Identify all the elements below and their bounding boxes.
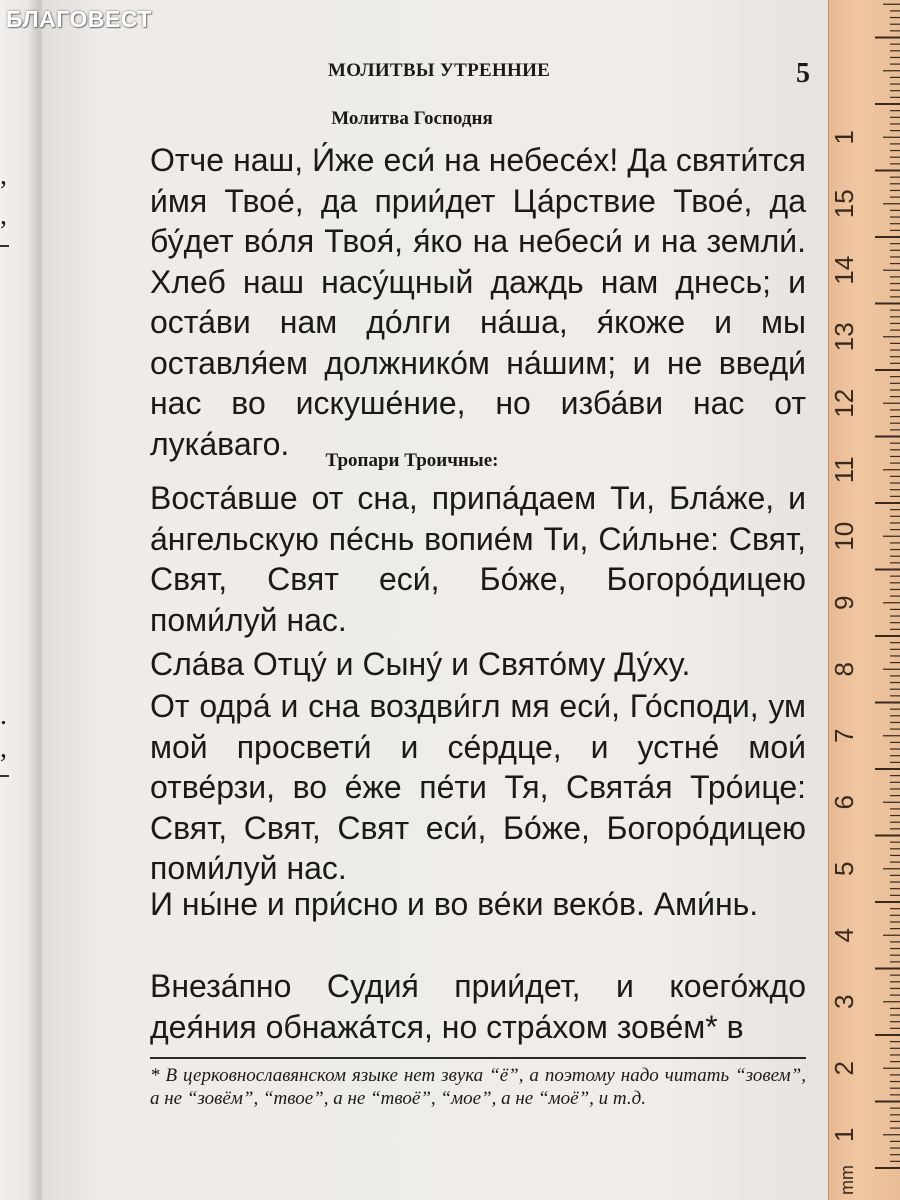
footnote: * В церковнославянском языке нет звука “ё”, а поэтому надо читать “зовем”, а не “зовём”, “твое”, а не “твоё”, “мое”, а не “моё”, и т.д. — [150, 1065, 806, 1109]
section-title: Молитва Господня — [331, 108, 493, 129]
left-page-rule — [0, 775, 9, 777]
book-page — [42, 0, 828, 1200]
ruler-label: 1 — [829, 130, 859, 145]
prayer-paragraph — [150, 644, 806, 685]
ruler-unit-label: mm — [837, 1165, 857, 1195]
prayer-paragraph — [150, 966, 806, 1047]
prayer-paragraph — [150, 686, 806, 889]
paragraph-text: Внеза́пно Судия́ прии́дет, и коего́ждо дея́ния обнажа́тся, но стра́хом зове́м* в — [150, 968, 806, 1045]
ruler-label: 15 — [829, 189, 859, 219]
page-number: 5 — [796, 58, 810, 89]
paragraph-text: И ны́не и при́сно и во ве́ки веко́в. Ами́нь. — [150, 886, 759, 922]
ruler-label: 11 — [829, 456, 859, 484]
prayer-paragraph — [150, 478, 806, 640]
ruler-label: 4 — [829, 928, 859, 943]
ruler-label: 7 — [829, 728, 859, 743]
paragraph-text: Воста́вше от сна, припа́даем Ти, Бла́же, и а́нгельскую пе́снь вопие́м Ти, Си́льне: Свят, Свят, Свят еси́, Бо́же, Богоро́дицею поми́луй нас. — [150, 480, 806, 638]
ruler-label: 2 — [829, 1061, 859, 1076]
ruler-label: 9 — [829, 595, 859, 610]
left-page-mark: , — [0, 733, 7, 764]
ruler-label: 10 — [829, 521, 859, 551]
left-page-rule — [0, 245, 9, 247]
ruler-label: 14 — [829, 255, 859, 285]
prayer-paragraph — [150, 140, 806, 464]
ruler-label: 12 — [829, 388, 859, 418]
watermark-logo: БЛАГОВЕСТ — [6, 6, 152, 32]
ruler-label: 5 — [829, 861, 859, 876]
prayer-paragraph — [150, 884, 806, 925]
ruler-label: 1 — [829, 1127, 859, 1142]
measuring-ruler — [828, 0, 900, 1200]
paragraph-text: Отче наш, И́же еси́ на небесе́х! Да святи́тся и́мя Твое́, да прии́дет Ца́рствие Твое́, да бу́дет во́ля Твоя́, я́ко на небеси́ и на земли́. Хлеб наш насу́щный даждь нам днесь; и оста́ви нам до́лги на́ша, я́коже и мы оставля́ем должнико́м на́шим; и не введи́ нас во искуше́ние, но изба́ви нас от лука́ваго. — [150, 142, 806, 462]
ruler-label: 8 — [829, 662, 859, 677]
running-title: МОЛИТВЫ УТРЕННИЕ — [328, 60, 551, 81]
left-page-mark: . — [0, 700, 7, 731]
footnote-divider — [150, 1057, 806, 1059]
ruler-scale — [829, 0, 900, 1200]
left-page-mark: , — [0, 200, 7, 231]
ruler-label: 13 — [829, 322, 859, 352]
ruler-label: 3 — [829, 994, 859, 1009]
paragraph-text: От одра́ и сна воздви́гл мя еси́, Го́споди, ум мой просвети́ и се́рдце, и устне́ мои́ отве́рзи, во е́же пе́ти Тя, Свята́я Тро́ице: Свят, Свят, Свят еси́, Бо́же, Богоро́дицею поми́луй нас. — [150, 688, 806, 886]
ruler-label: 6 — [829, 795, 859, 810]
section-title: Тропари Троичные: — [325, 450, 499, 471]
paragraph-text: Сла́ва Отцу́ и Сыну́ и Свято́му Ду́ху. — [150, 646, 691, 682]
left-page-edge — [0, 0, 40, 1200]
left-page-mark: , — [0, 160, 7, 191]
